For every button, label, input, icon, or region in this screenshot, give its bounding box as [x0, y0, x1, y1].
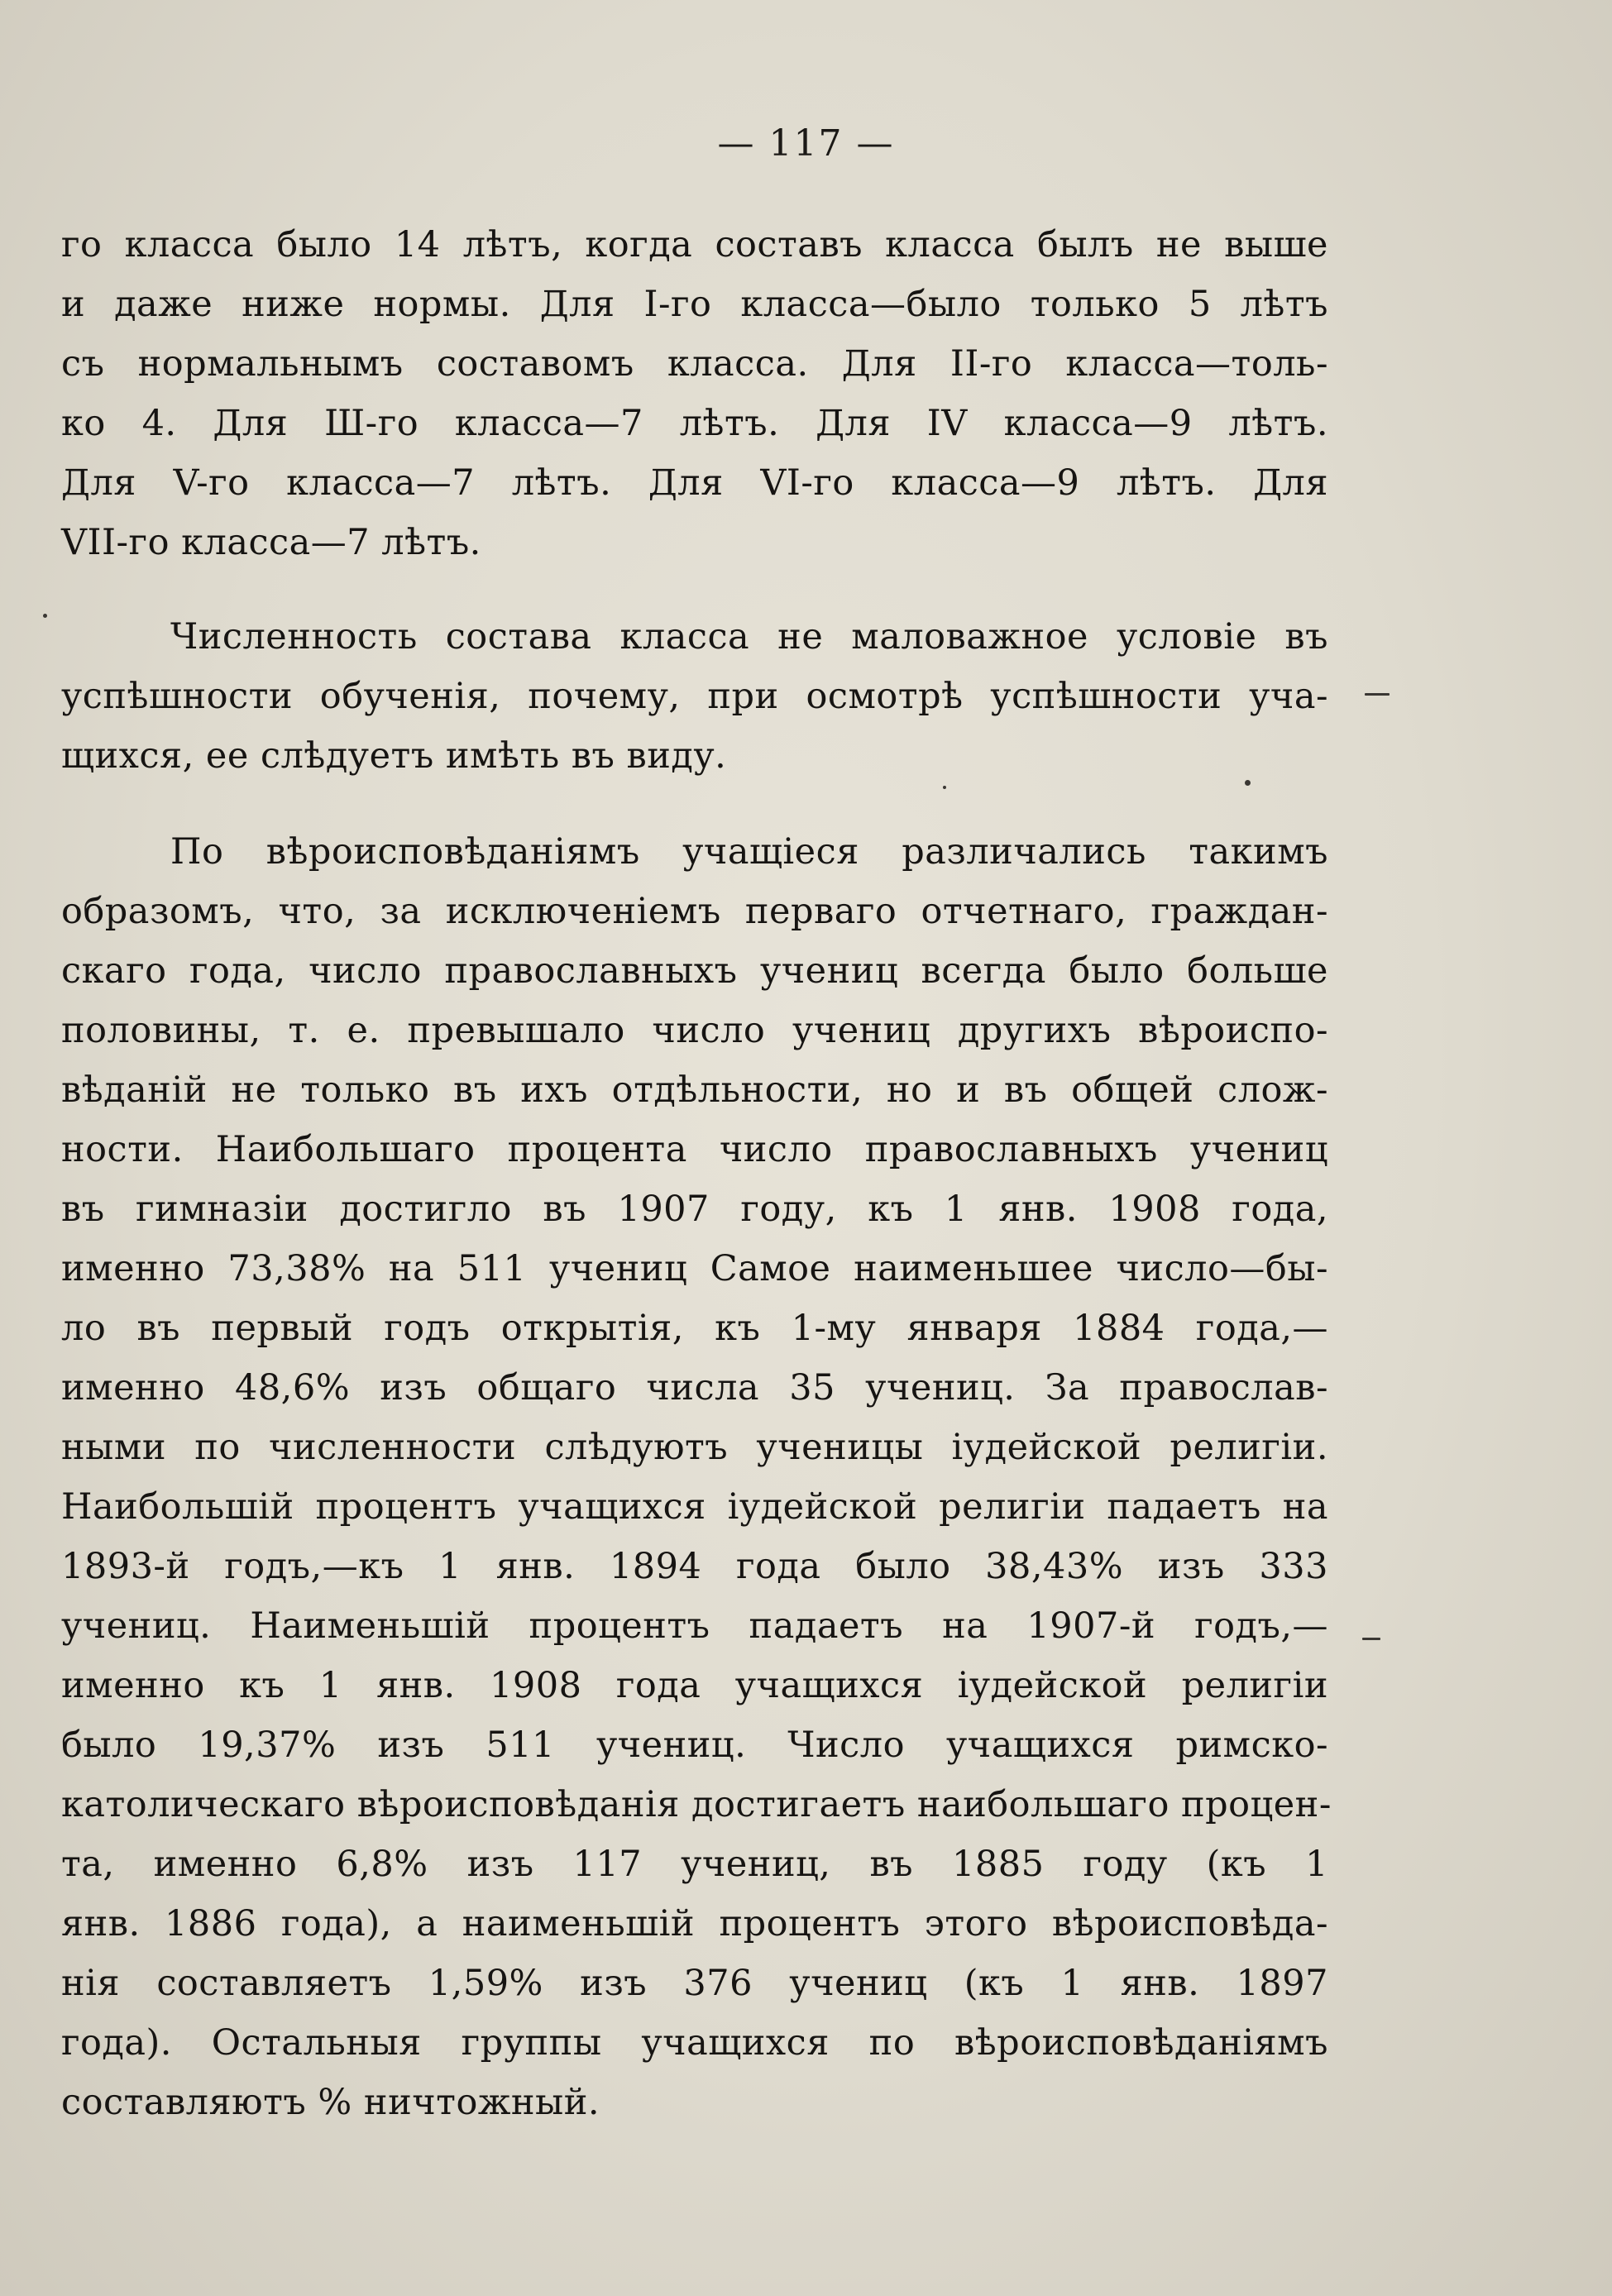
text-line: ности. Наибольшаго процента число православныхъ учениц: [61, 1129, 1328, 1170]
text-line: именно 73,38% на 511 учениц Самое наименьшее число—бы-: [61, 1248, 1328, 1289]
text-line: та, именно 6,8% изъ 117 учениц, въ 1885 году (къ 1: [61, 1844, 1328, 1885]
text-line: въ гимназіи достигло въ 1907 году, къ 1 янв. 1908 года,: [61, 1189, 1328, 1230]
ink-speck: [43, 614, 47, 618]
ink-speck: [943, 786, 946, 789]
text-line: Наибольшій процентъ учащихся іудейской религіи падаетъ на: [61, 1486, 1328, 1528]
text-line: ло въ первый годъ открытія, къ 1-му января 1884 года,—: [61, 1308, 1328, 1349]
page-number: — 117 —: [717, 122, 895, 165]
text-line: нія составляетъ 1,59% изъ 376 учениц (къ 1 янв. 1897: [61, 1963, 1328, 2004]
text-line: ко 4. Для Ш-го класса—7 лѣтъ. Для IV класса—9 лѣтъ.: [61, 403, 1328, 444]
text-line: Численность состава класса не маловажное условіе въ: [170, 616, 1328, 658]
text-line: учениц. Наименьшій процентъ падаетъ на 1907-й годъ,—: [61, 1605, 1328, 1647]
text-line: половины, т. е. превышало число учениц другихъ вѣроиспо-: [61, 1010, 1328, 1051]
text-line: именно къ 1 янв. 1908 года учащихся іудейской религіи: [61, 1665, 1328, 1706]
text-line: янв. 1886 года), а наименьшій процентъ этого вѣроисповѣда-: [61, 1903, 1328, 1944]
text-line: года). Остальныя группы учащихся по вѣроисповѣданіямъ: [61, 2022, 1328, 2064]
text-line: составляютъ % ничтожный.: [61, 2082, 600, 2123]
text-line: католическаго вѣроисповѣданія достигаетъ наибольшаго процен-: [61, 1784, 1332, 1825]
text-line: успѣшности обученія, почему, при осмотрѣ успѣшности уча-: [61, 676, 1328, 717]
ink-speck: [1365, 693, 1390, 696]
text-line: вѣданій не только въ ихъ отдѣльности, но и въ общей слож-: [61, 1069, 1328, 1111]
text-line: щихся, ее слѣдуетъ имѣть въ виду.: [61, 735, 727, 777]
text-line: скаго года, число православныхъ учениц всегда было больше: [61, 950, 1328, 992]
ink-speck: [1362, 1638, 1380, 1640]
text-line: было 19,37% изъ 511 учениц. Число учащихся римско-: [61, 1724, 1328, 1766]
text-line: образомъ, что, за исключеніемъ перваго отчетнаго, граждан-: [61, 891, 1328, 932]
ink-speck: [1245, 780, 1251, 786]
text-line: го класса было 14 лѣтъ, когда составъ класса былъ не выше: [61, 224, 1328, 265]
text-line: съ нормальнымъ составомъ класса. Для II-го класса—толь-: [61, 343, 1328, 385]
text-line: По вѣроисповѣданіямъ учащіеся различались такимъ: [170, 831, 1328, 873]
text-line: и даже ниже нормы. Для I-го класса—было только 5 лѣтъ: [61, 284, 1328, 325]
text-line: Для V-го класса—7 лѣтъ. Для VI-го класса—9 лѣтъ. Для: [61, 462, 1328, 504]
text-line: VII-го класса—7 лѣтъ.: [61, 522, 481, 563]
text-line: ными по численности слѣдуютъ ученицы іудейской религіи.: [61, 1427, 1328, 1468]
text-line: именно 48,6% изъ общаго числа 35 учениц. За православ-: [61, 1367, 1328, 1409]
text-line: 1893-й годъ,—къ 1 янв. 1894 года было 38,43% изъ 333: [61, 1546, 1328, 1587]
